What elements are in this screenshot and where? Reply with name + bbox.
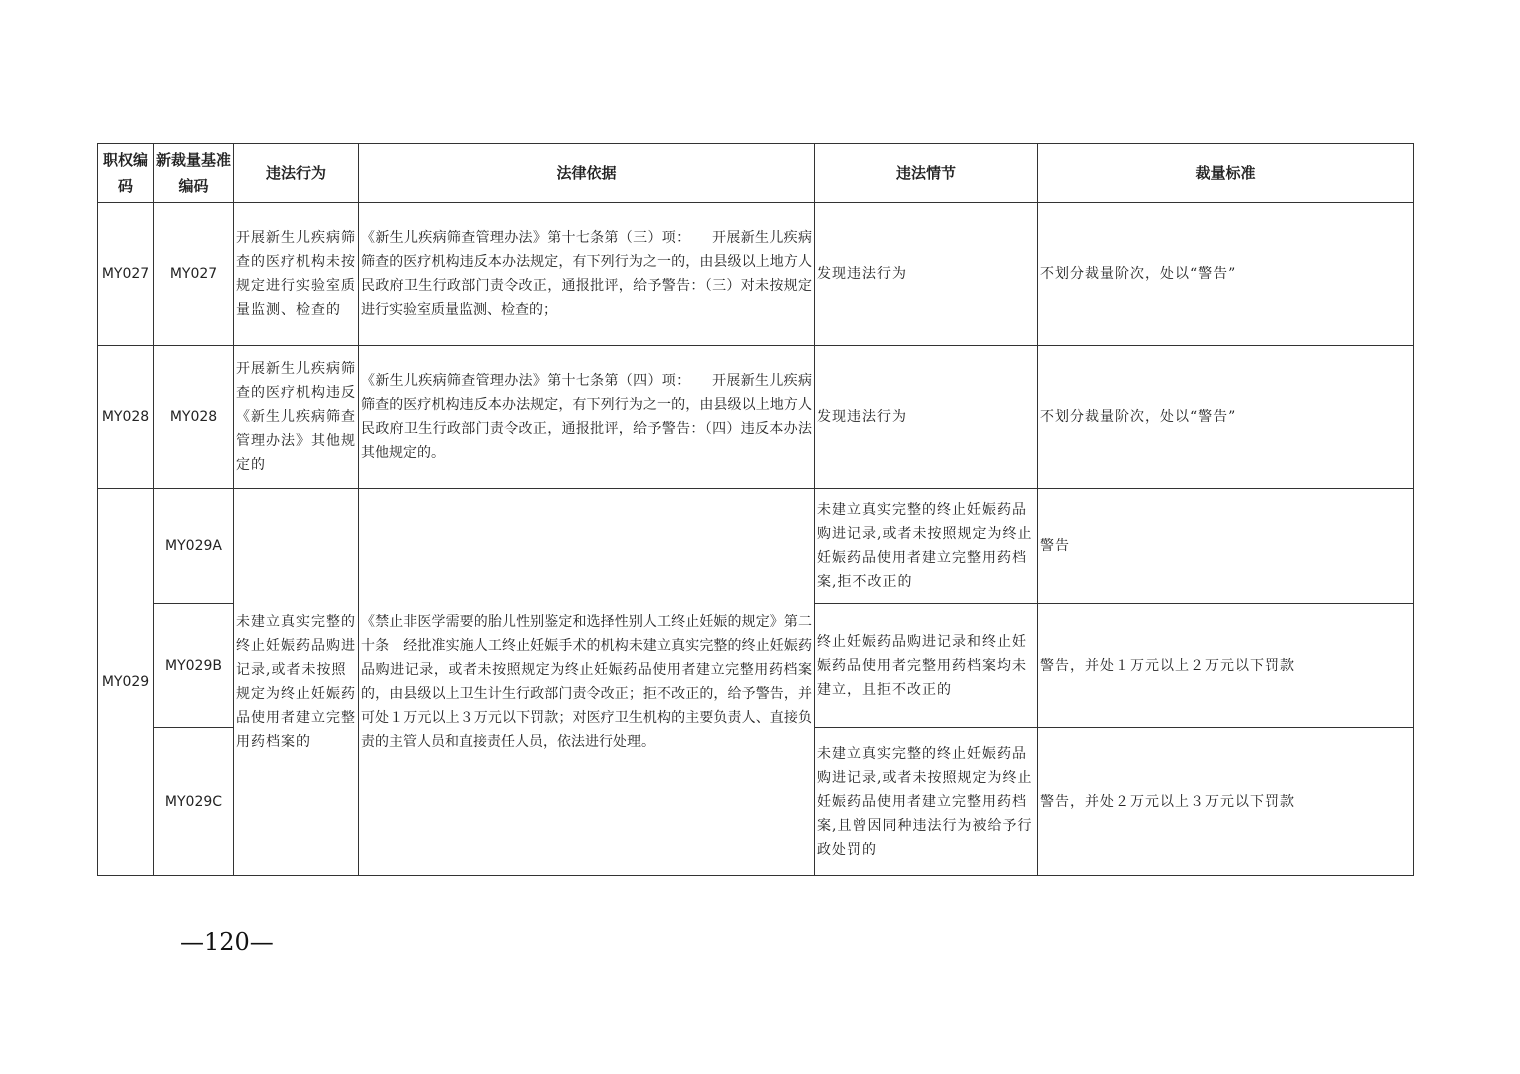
header-standard: 裁量标准: [1038, 144, 1414, 203]
power-code: MY029: [98, 489, 154, 876]
violation-circumstance: 发现违法行为: [815, 346, 1038, 489]
header-basis: 法律依据: [359, 144, 815, 203]
new-code: MY029C: [154, 728, 234, 876]
violation-circumstance: 未建立真实完整的终止妊娠药品购进记录,或者未按照规定为终止妊娠药品使用者建立完整用药档案,拒不改正的: [815, 489, 1038, 604]
discretion-standards-table: [97, 143, 1414, 876]
new-code: MY027: [154, 203, 234, 346]
legal-basis: 《禁止非医学需要的胎儿性别鉴定和选择性别人工终止妊娠的规定》第二十条 经批准实施人工终止妊娠手术的机构未建立真实完整的终止妊娠药品购进记录，或者未按照规定为终止妊娠药品使用者建立完整用药档案的，由县级以上卫生计生行政部门责令改正；拒不改正的，给予警告，并可处１万元以上３万元以下罚款；对医疗卫生机构的主要负责人、直接负责的主管人员和直接责任人员，依法进行处理。: [359, 489, 815, 876]
violation-circumstance: 终止妊娠药品购进记录和终止妊娠药品使用者完整用药档案均未建立，且拒不改正的: [815, 604, 1038, 728]
new-code: MY029B: [154, 604, 234, 728]
violation-behavior: 开展新生儿疾病筛查的医疗机构违反《新生儿疾病筛查管理办法》其他规定的: [234, 346, 359, 489]
new-code: MY028: [154, 346, 234, 489]
violation-circumstance: 发现违法行为: [815, 203, 1038, 346]
violation-behavior: 开展新生儿疾病筛查的医疗机构未按规定进行实验室质量监测、检查的: [234, 203, 359, 346]
table-row: [98, 346, 1414, 489]
legal-basis: 《新生儿疾病筛查管理办法》第十七条第（四）项： 开展新生儿疾病筛查的医疗机构违反本办法规定，有下列行为之一的，由县级以上地方人民政府卫生行政部门责令改正，通报批评，给予警告：（四）违反本办法其他规定的。: [359, 346, 815, 489]
table-header-row: [98, 144, 1414, 203]
violation-behavior: 未建立真实完整的终止妊娠药品购进记录,或者未按照规定为终止妊娠药品使用者建立完整用药档案的: [234, 489, 359, 876]
header-code: 职权编码: [98, 144, 154, 203]
discretion-standard: 警告: [1038, 489, 1414, 604]
discretion-standard: 警告，并处１万元以上２万元以下罚款: [1038, 604, 1414, 728]
new-code: MY029A: [154, 489, 234, 604]
header-circumstance: 违法情节: [815, 144, 1038, 203]
discretion-standard: 警告，并处２万元以上３万元以下罚款: [1038, 728, 1414, 876]
discretion-standard: 不划分裁量阶次，处以“警告”: [1038, 346, 1414, 489]
header-newcode: 新裁量基准编码: [154, 144, 234, 203]
power-code: MY028: [98, 346, 154, 489]
power-code: MY027: [98, 203, 154, 346]
page-number: —120—: [180, 928, 274, 956]
violation-circumstance: 未建立真实完整的终止妊娠药品购进记录,或者未按照规定为终止妊娠药品使用者建立完整用药档案,且曾因同种违法行为被给予行政处罚的: [815, 728, 1038, 876]
table-row: [98, 203, 1414, 346]
discretion-standard: 不划分裁量阶次，处以“警告”: [1038, 203, 1414, 346]
legal-basis: 《新生儿疾病筛查管理办法》第十七条第（三）项： 开展新生儿疾病筛查的医疗机构违反本办法规定，有下列行为之一的，由县级以上地方人民政府卫生行政部门责令改正，通报批评，给予警告：（三）对未按规定进行实验室质量监测、检查的；: [359, 203, 815, 346]
header-behavior: 违法行为: [234, 144, 359, 203]
table-row: [98, 489, 1414, 604]
